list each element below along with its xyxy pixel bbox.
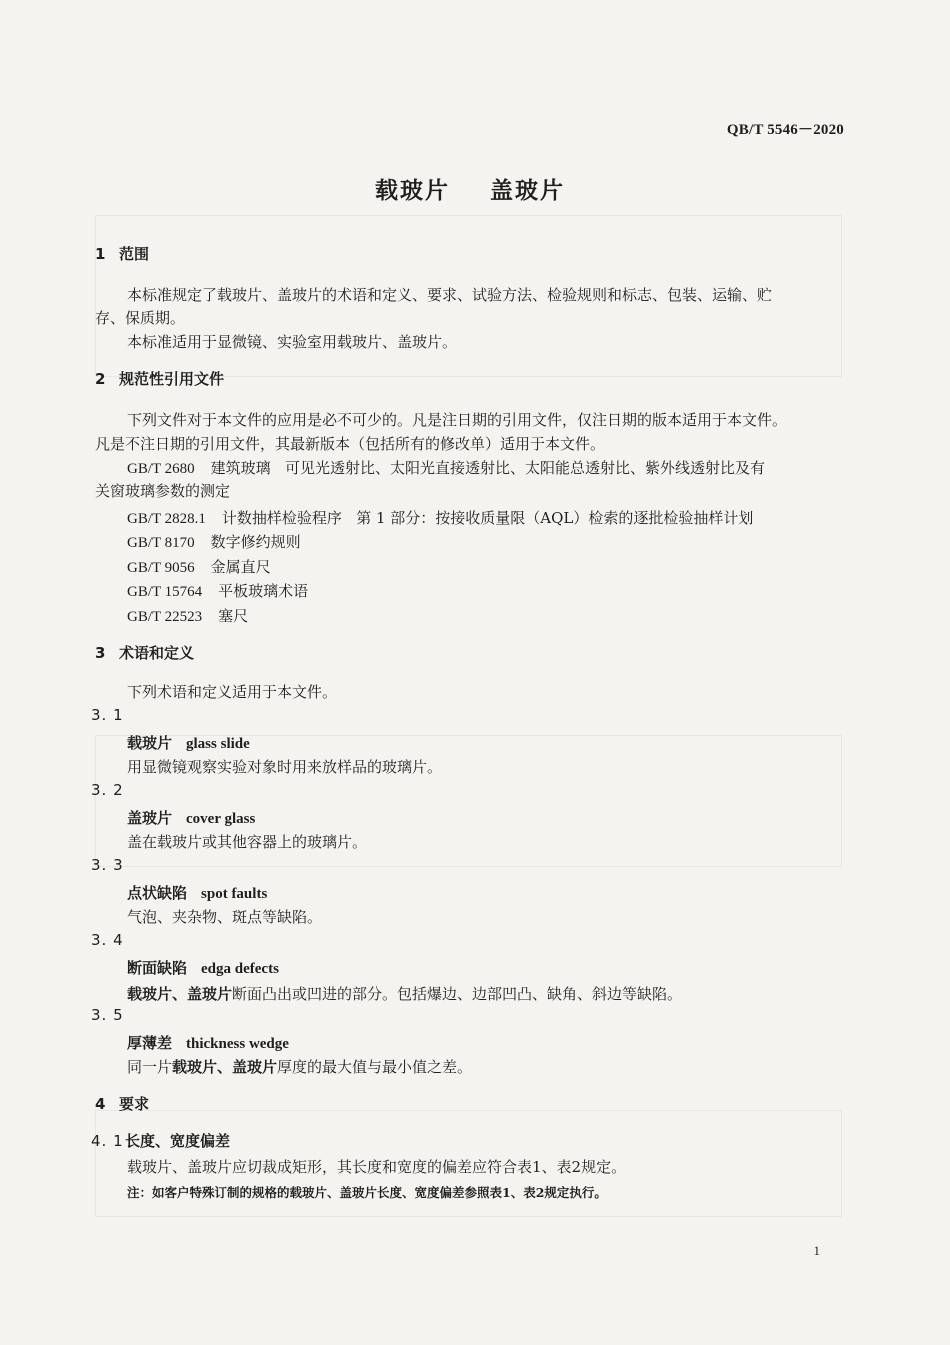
term-en: cover glass <box>186 811 256 827</box>
scope-paragraph-line: 存、保质期。 <box>95 309 186 327</box>
term-definition: 盖在载玻片或其他容器上的玻璃片。 <box>127 833 368 851</box>
reference-title: 平板玻璃术语 <box>218 582 309 600</box>
term-zh: 载玻片 <box>127 734 173 752</box>
scope-paragraph-line: 本标准规定了载玻片、盖玻片的术语和定义、要求、试验方法、检验规则和标志、包装、运输、贮 <box>127 286 773 304</box>
reference-title-continued: 关窗玻璃参数的测定 <box>95 482 231 500</box>
reference-item <box>127 457 765 478</box>
term-definition-emphasis: 载玻片、盖玻片 <box>172 1058 278 1076</box>
term-en: spot faults <box>201 886 268 902</box>
reference-item <box>127 605 248 626</box>
document-title: 载玻片 盖玻片 <box>374 178 566 204</box>
subsection-number: 4. 1 <box>91 1132 124 1150</box>
term-number: 3. 2 <box>91 781 124 799</box>
term-heading <box>127 1032 289 1053</box>
reference-title: 金属直尺 <box>210 558 271 576</box>
term-number: 3. 5 <box>91 1006 124 1024</box>
term-definition-prefix: 同一片 <box>127 1058 173 1076</box>
term-zh: 厚薄差 <box>127 1034 173 1052</box>
section-title: 术语和定义 <box>119 644 195 662</box>
term-en: thickness wedge <box>186 1036 289 1052</box>
term-zh: 点状缺陷 <box>127 884 188 902</box>
term-definition: 气泡、夹杂物、斑点等缺陷。 <box>127 908 323 926</box>
term-zh: 盖玻片 <box>127 809 173 827</box>
reference-item <box>127 556 271 577</box>
section-title: 范围 <box>119 245 150 263</box>
subsection-title: 长度、宽度偏差 <box>125 1132 231 1150</box>
reference-item <box>127 531 301 552</box>
section-heading-normative <box>95 368 224 389</box>
normative-intro-line: 凡是不注日期的引用文件，其最新版本（包括所有的修改单）适用于本文件。 <box>95 435 606 453</box>
standard-code: QB/T 5546－2020 <box>726 122 844 138</box>
term-definition-text: 断面凸出或凹进的部分。包括爆边、边部凹凸、缺角、斜边等缺陷。 <box>232 985 683 1003</box>
requirements-text: 载玻片、盖玻片应切裁成矩形，其长度和宽度的偏差应符合表1、表2规定。 <box>127 1158 627 1176</box>
section-number: 4 <box>95 1095 106 1113</box>
reference-code: GB/T 2680 <box>127 461 195 477</box>
page-number: 1 <box>813 1243 820 1258</box>
reference-title: 建筑玻璃 可见光透射比、太阳光直接透射比、太阳能总透射比、紫外线透射比及有 <box>210 459 765 477</box>
reference-item <box>127 507 753 528</box>
term-definition <box>127 1056 472 1077</box>
section-number: 1 <box>95 245 106 263</box>
term-heading <box>127 807 255 828</box>
reference-title: 塞尺 <box>218 607 249 625</box>
term-en: glass slide <box>186 736 250 752</box>
term-heading <box>127 732 250 753</box>
term-zh: 断面缺陷 <box>127 959 188 977</box>
terms-intro: 下列术语和定义适用于本文件。 <box>127 683 338 701</box>
term-heading <box>127 882 267 903</box>
reference-item <box>127 580 308 601</box>
reference-code: GB/T 2828.1 <box>127 511 206 527</box>
reference-title: 数字修约规则 <box>210 533 301 551</box>
term-number: 3. 1 <box>91 706 124 724</box>
reference-code: GB/T 22523 <box>127 609 203 625</box>
term-en: edga defects <box>201 961 279 977</box>
subsection-heading <box>91 1130 230 1151</box>
term-definition-text: 厚度的最大值与最小值之差。 <box>277 1058 473 1076</box>
reference-code: GB/T 15764 <box>127 584 203 600</box>
term-number: 3. 4 <box>91 931 124 949</box>
section-number: 2 <box>95 370 106 388</box>
term-definition-emphasis: 载玻片、盖玻片 <box>127 985 233 1003</box>
scope-paragraph: 本标准适用于显微镜、实验室用载玻片、盖玻片。 <box>127 333 458 351</box>
section-number: 3 <box>95 644 106 662</box>
term-definition <box>127 983 682 1004</box>
normative-intro-line: 下列文件对于本文件的应用是必不可少的。凡是注日期的引用文件，仅注日期的版本适用于本文件。 <box>127 411 788 429</box>
term-number: 3. 3 <box>91 856 124 874</box>
reference-code: GB/T 8170 <box>127 535 195 551</box>
section-heading-scope <box>95 243 149 264</box>
section-title: 规范性引用文件 <box>119 370 225 388</box>
section-title: 要求 <box>119 1095 150 1113</box>
requirements-note: 注：如客户特殊订制的规格的载玻片、盖玻片长度、宽度偏差参照表1、表2规定执行。 <box>127 1185 607 1200</box>
reference-code: GB/T 9056 <box>127 560 195 576</box>
term-heading <box>127 957 279 978</box>
section-heading-requirements <box>95 1093 149 1114</box>
reference-title: 计数抽样检验程序 第 1 部分：按接收质量限（AQL）检索的逐批检验抽样计划 <box>221 509 754 527</box>
term-definition: 用显微镜观察实验对象时用来放样品的玻璃片。 <box>127 758 443 776</box>
section-heading-terms <box>95 642 194 663</box>
